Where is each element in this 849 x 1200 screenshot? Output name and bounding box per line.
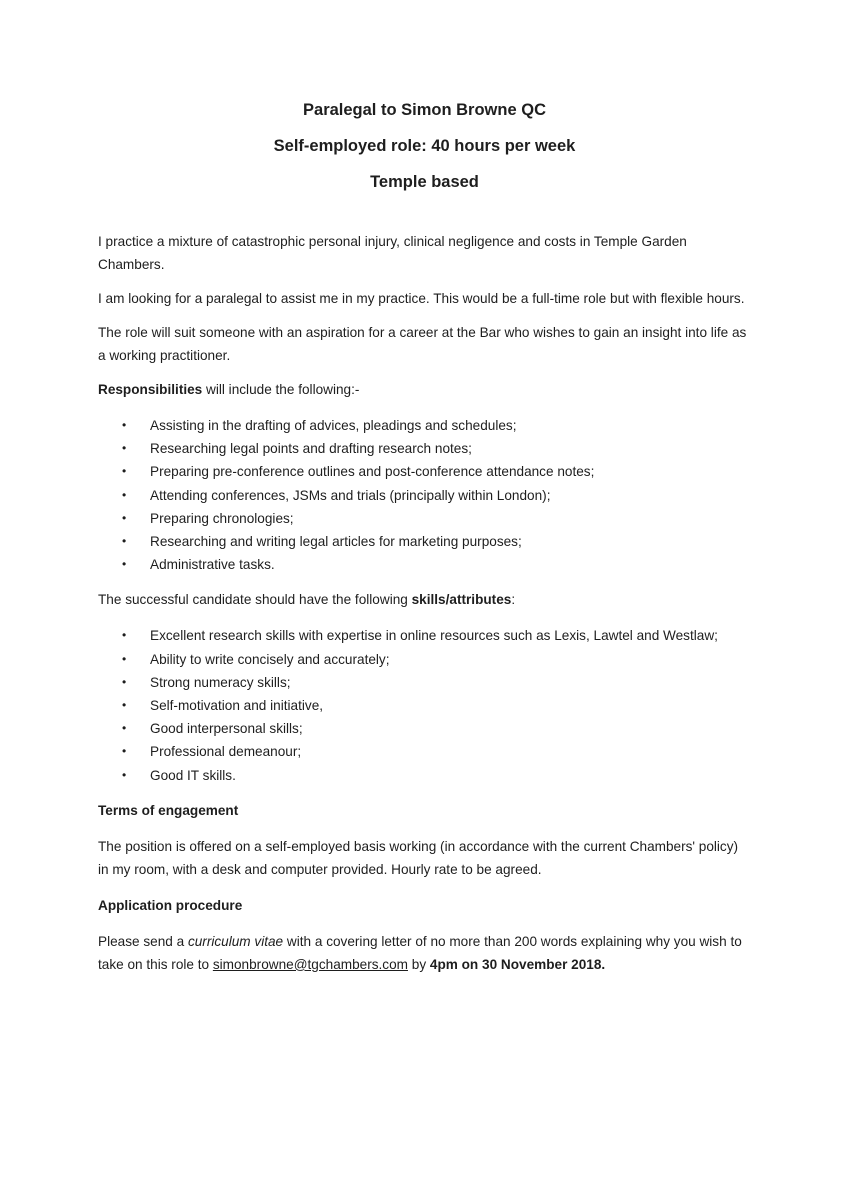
list-item [98, 624, 748, 647]
list-item-text: Preparing pre-conference outlines and post-conference attendance notes; [150, 464, 595, 480]
list-item [98, 460, 748, 483]
skills-intro-end: : [511, 592, 516, 608]
intro-paragraph-3: The role will suit someone with an aspiration for a career at the Bar who wishes to gain an insight into life as a working practitioner. [98, 325, 747, 363]
list-item-text: Strong numeracy skills; [150, 674, 291, 690]
list-item [98, 553, 748, 576]
list-item-text: Excellent research skills with expertise in online resources such as Lexis, Lawtel and Westlaw; [150, 628, 718, 644]
list-item [98, 694, 748, 717]
list-item [98, 484, 748, 507]
list-item-text: Administrative tasks. [150, 557, 275, 573]
responsibilities-list [98, 414, 748, 576]
application-text-a: Please send a [98, 933, 188, 949]
application-cv-term: curriculum vitae [187, 933, 284, 949]
list-item-text: Preparing chronologies; [150, 510, 294, 526]
terms-heading: Terms of engagement [98, 802, 239, 818]
responsibilities-intro-text: will include the following:- [202, 382, 360, 397]
list-item [98, 507, 748, 530]
list-item [98, 717, 748, 740]
application-heading: Application procedure [98, 897, 243, 913]
intro-paragraph-2: I am looking for a paralegal to assist me in my practice. This would be a full-time role but with flexible hours. [98, 291, 745, 306]
list-item-text: Attending conferences, JSMs and trials (principally within London); [150, 487, 551, 503]
list-item [98, 764, 748, 787]
application-text-c: by [407, 956, 430, 972]
document-body [98, 230, 748, 987]
list-item-text: Professional demeanour; [150, 744, 302, 760]
bullet-icon: • [122, 464, 127, 479]
list-item [98, 648, 748, 671]
list-item-text: Good interpersonal skills; [150, 721, 303, 737]
bullet-icon: • [122, 628, 127, 643]
list-item-text: Good IT skills. [150, 767, 236, 783]
list-item [98, 414, 748, 437]
job-title: Paralegal to Simon Browne QC [303, 101, 546, 119]
bullet-icon: • [122, 651, 127, 666]
email-link[interactable]: simonbrowne@tgchambers.com [212, 956, 408, 972]
list-item-text: Researching legal points and drafting research notes; [150, 441, 472, 457]
responsibilities-intro [98, 378, 748, 401]
skills-intro [98, 588, 748, 611]
bullet-icon: • [122, 418, 127, 432]
list-item [98, 740, 748, 763]
application-paragraph [98, 930, 748, 976]
bullet-icon: • [122, 534, 127, 549]
bullet-icon: • [122, 557, 127, 572]
list-item-text: Researching and writing legal articles for marketing purposes; [150, 534, 522, 550]
deadline: 4pm on 30 November 2018. [429, 956, 606, 972]
bullet-icon: • [122, 487, 127, 502]
job-hours: Self-employed role: 40 hours per week [273, 137, 576, 155]
bullet-icon: • [122, 744, 127, 759]
list-item-text: Self-motivation and initiative, [150, 698, 324, 714]
responsibilities-label: Responsibilities [98, 382, 203, 397]
intro-paragraph-1: I practice a mixture of catastrophic personal injury, clinical negligence and costs in Temple Garden Chambers. [98, 234, 687, 272]
skills-label: skills/attributes [411, 592, 512, 608]
bullet-icon: • [122, 721, 127, 736]
list-item [98, 671, 748, 694]
bullet-icon: • [122, 441, 127, 456]
list-item-text: Assisting in the drafting of advices, pleadings and schedules; [150, 418, 517, 433]
bullet-icon: • [122, 674, 127, 689]
bullet-icon: • [122, 510, 127, 525]
list-item [98, 437, 748, 460]
title-block [0, 100, 849, 208]
skills-intro-text: The successful candidate should have the following [98, 592, 412, 608]
application-text-b: with a covering letter of no more than 200 words explaining why you wish to take on this role to [98, 933, 742, 972]
bullet-icon: • [122, 698, 127, 713]
skills-list [98, 624, 748, 786]
terms-paragraph: The position is offered on a self-employed basis working (in accordance with the current Chambers' policy) in my room, with a desk and computer provided. Hourly rate to be agreed. [98, 838, 739, 877]
bullet-icon: • [122, 767, 127, 782]
list-item [98, 530, 748, 553]
list-item-text: Ability to write concisely and accurately; [150, 651, 390, 667]
job-location: Temple based [370, 173, 479, 191]
